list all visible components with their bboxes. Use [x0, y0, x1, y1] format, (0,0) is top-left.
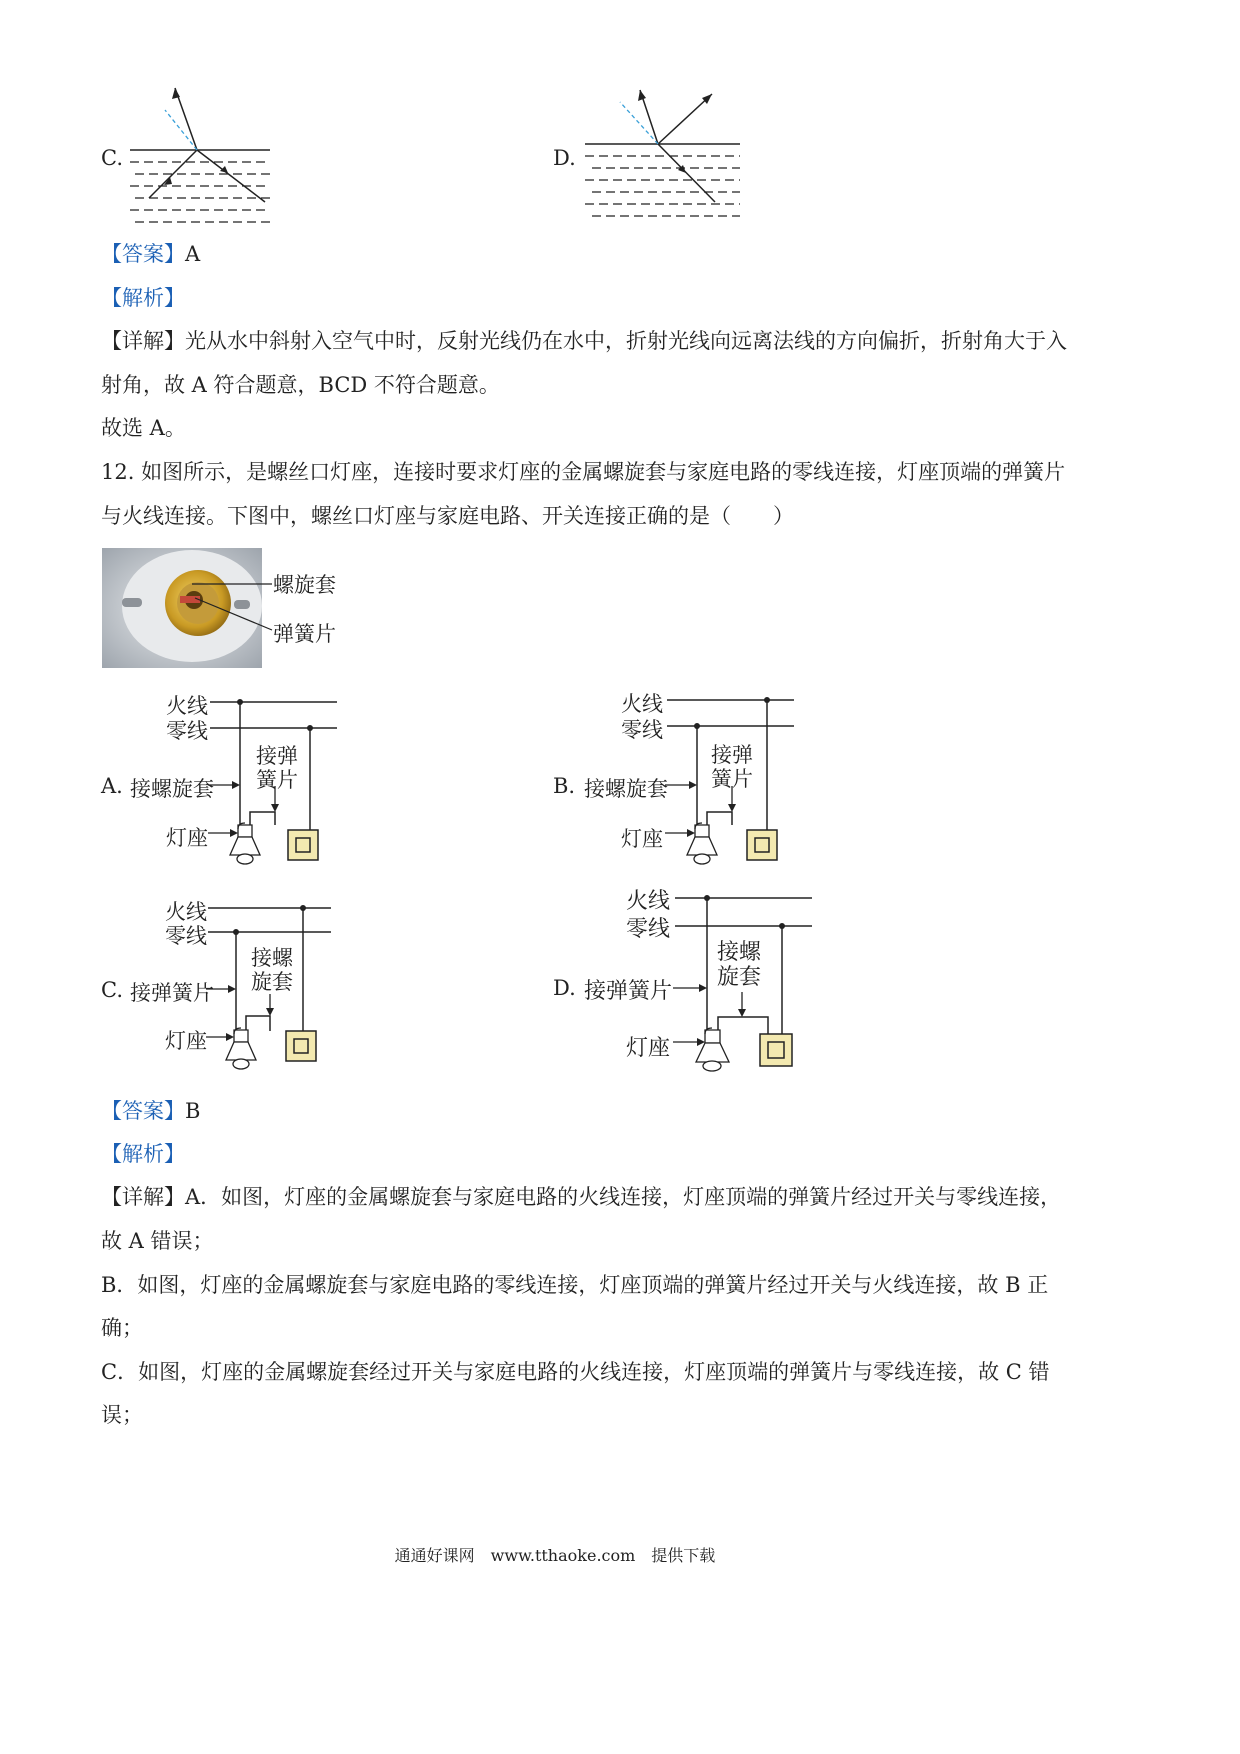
lamp-icon — [696, 1028, 729, 1071]
conn-spiral-label: 接螺 旋套 — [717, 940, 762, 990]
conn-spiral-label: 接螺 旋套 — [251, 946, 293, 994]
q12-stem-line2: 与火线连接。下图中，螺丝口灯座与家庭电路、开关连接正确的是（ ） — [101, 504, 794, 528]
switch-icon — [288, 830, 318, 860]
q11-detail-line1 — [101, 327, 1067, 355]
photo-leader-lines — [190, 570, 280, 640]
lamp-icon — [687, 823, 717, 864]
lamp-holder-label: 灯座 — [165, 1029, 207, 1053]
photo-label-spring: 弹簧片 — [273, 622, 336, 646]
circuit-b-label: B. — [553, 774, 576, 798]
circuit-a-diagram — [205, 690, 345, 875]
answer-value: B — [185, 1099, 201, 1123]
conn-spring-label: 接弹簧片 — [130, 981, 214, 1005]
ray-diagram-d — [580, 80, 750, 235]
switch-icon — [286, 1031, 316, 1061]
option-c-label: C. — [101, 146, 123, 170]
ray-diagram-c — [125, 80, 280, 235]
switch-icon — [747, 830, 777, 860]
q12-detail-b1: B．如图，灯座的金属螺旋套与家庭电路的零线连接，灯座顶端的弹簧片经过开关与火线连接，故 B 正 — [101, 1273, 1049, 1297]
live-wire-label: 火线 — [165, 900, 207, 924]
neutral-wire-label: 零线 — [621, 718, 663, 742]
answer-tag: 【答案】 — [101, 242, 185, 266]
detail-tag: 【详解】 — [101, 1185, 185, 1209]
q12-stem-line1: 12. 如图所示，是螺丝口灯座，连接时要求灯座的金属螺旋套与家庭电路的零线连接，灯座顶端的弹簧片 — [101, 460, 1066, 484]
switch-icon — [760, 1034, 792, 1066]
lamp-holder-label: 灯座 — [626, 1036, 671, 1061]
circuit-c-diagram — [203, 896, 343, 1081]
detail-tag: 【详解】 — [101, 329, 185, 353]
circuit-d-label: D. — [553, 976, 576, 1000]
q12-detail-c2: 误； — [101, 1403, 143, 1427]
answer-value: A — [185, 242, 201, 266]
q12-detail-a1 — [101, 1183, 1061, 1211]
q11-answer — [101, 240, 200, 268]
analysis-tag: 【解析】 — [101, 286, 185, 310]
circuit-a-label: A. — [101, 774, 123, 798]
circuit-d-diagram — [670, 884, 820, 1084]
q12-detail-c1: C．如图，灯座的金属螺旋套经过开关与家庭电路的火线连接，灯座顶端的弹簧片与零线连接，故 C 错 — [101, 1360, 1050, 1384]
photo-label-spiral: 螺旋套 — [273, 573, 336, 597]
analysis-tag: 【解析】 — [101, 1142, 185, 1166]
q12-answer — [101, 1097, 200, 1125]
conn-spiral-label: 接螺旋套 — [584, 777, 668, 801]
circuit-c-label: C. — [101, 978, 123, 1002]
q12-detail-b2: 确； — [101, 1316, 143, 1340]
q11-detail-line2: 射角，故 A 符合题意，BCD 不符合题意。 — [101, 373, 500, 397]
lamp-icon — [230, 823, 260, 864]
live-wire-label: 火线 — [621, 692, 663, 716]
lamp-icon — [226, 1028, 256, 1069]
conn-spring-label: 接弹簧片 — [584, 979, 673, 1004]
live-wire-label: 火线 — [166, 694, 208, 718]
conn-spring-label: 接弹 簧片 — [711, 743, 753, 791]
q12-detail-a2: 故 A 错误； — [101, 1229, 214, 1253]
conn-spiral-label: 接螺旋套 — [130, 777, 214, 801]
conn-spring-label: 接弹 簧片 — [256, 744, 298, 792]
neutral-wire-label: 零线 — [626, 917, 671, 942]
neutral-wire-label: 零线 — [165, 924, 207, 948]
lamp-holder-label: 灯座 — [166, 826, 208, 850]
live-wire-label: 火线 — [626, 889, 671, 914]
lamp-holder-label: 灯座 — [621, 827, 663, 851]
q11-conclusion: 故选 A。 — [101, 416, 186, 440]
option-d-label: D. — [553, 146, 576, 170]
neutral-wire-label: 零线 — [166, 719, 208, 743]
detail-text: A．如图，灯座的金属螺旋套与家庭电路的火线连接，灯座顶端的弹簧片经过开关与零线连接， — [185, 1185, 1062, 1209]
circuit-b-diagram — [662, 688, 802, 873]
answer-tag: 【答案】 — [101, 1099, 185, 1123]
page-footer: 通通好课网 www.tthaoke.com 提供下载 — [394, 1546, 716, 1565]
detail-text: 光从水中斜射入空气中时，反射光线仍在水中，折射光线向远离法线的方向偏折，折射角大于入 — [185, 329, 1067, 353]
